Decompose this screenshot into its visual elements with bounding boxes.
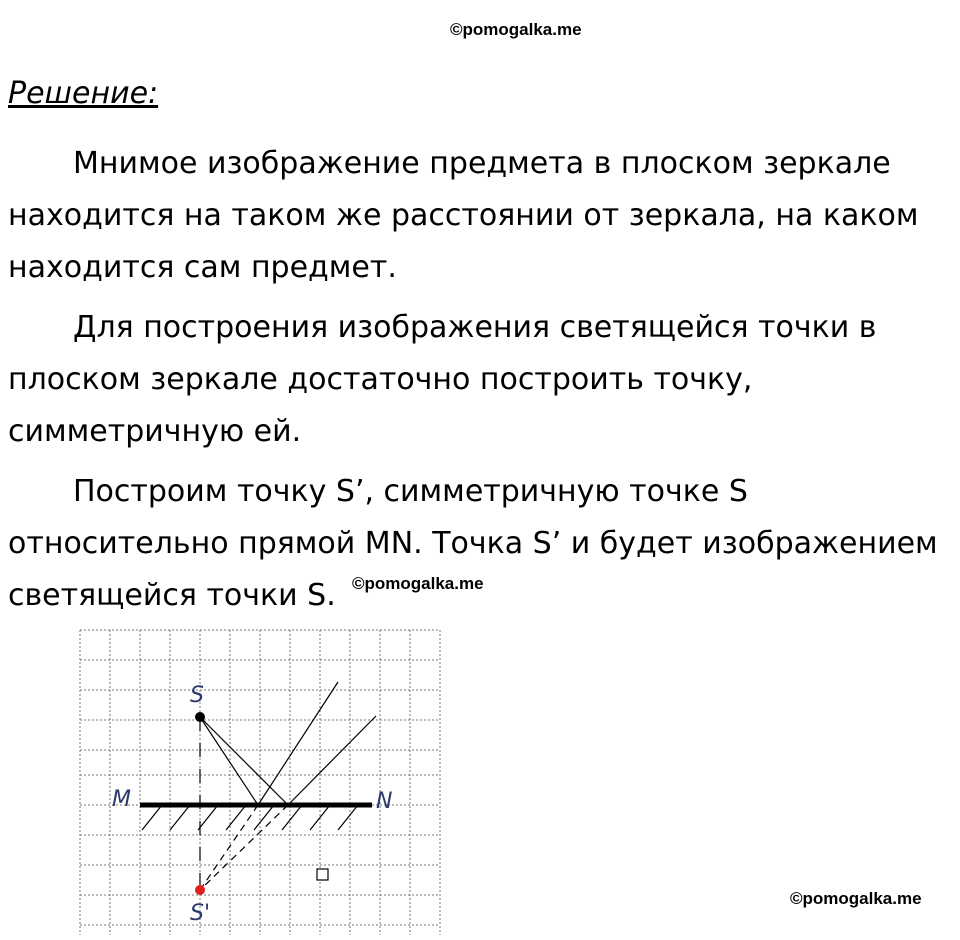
source-point-s xyxy=(195,712,205,722)
watermark-top: ©pomogalka.me xyxy=(450,20,582,39)
incident-ray-2 xyxy=(200,717,288,805)
label-m: M xyxy=(112,787,131,812)
label-s: S xyxy=(190,683,204,708)
paragraph-3: Построим точку S’, симметричную точке S относительно прямой MN. Точка S’ и будет изображением светящейся точки S. xyxy=(8,474,938,613)
image-point-s-prime xyxy=(195,885,205,895)
square-marker xyxy=(317,869,328,880)
label-n: N xyxy=(376,789,393,814)
reflected-ray-2 xyxy=(288,716,376,805)
paragraph-1: Мнимое изображение предмета в плоском зеркале находится на таком же расстоянии от зеркала, на каком находится сам предмет. xyxy=(8,146,919,285)
watermark-bottom: ©pomogalka.me xyxy=(790,889,922,908)
incident-ray-1 xyxy=(200,717,258,805)
label-s-prime: S' xyxy=(190,901,211,926)
paragraph-2: Для построения изображения светящейся точки в плоском зеркале достаточно построить точку, симметричную ей. xyxy=(8,310,877,449)
grid xyxy=(80,630,440,935)
extension-ray-1 xyxy=(200,805,258,890)
solution-heading: Решение: xyxy=(8,76,159,111)
mirror-diagram xyxy=(0,620,460,940)
reflected-ray-1 xyxy=(258,682,338,805)
extension-ray-2 xyxy=(200,805,288,890)
watermark-middle: ©pomogalka.me xyxy=(352,574,484,593)
